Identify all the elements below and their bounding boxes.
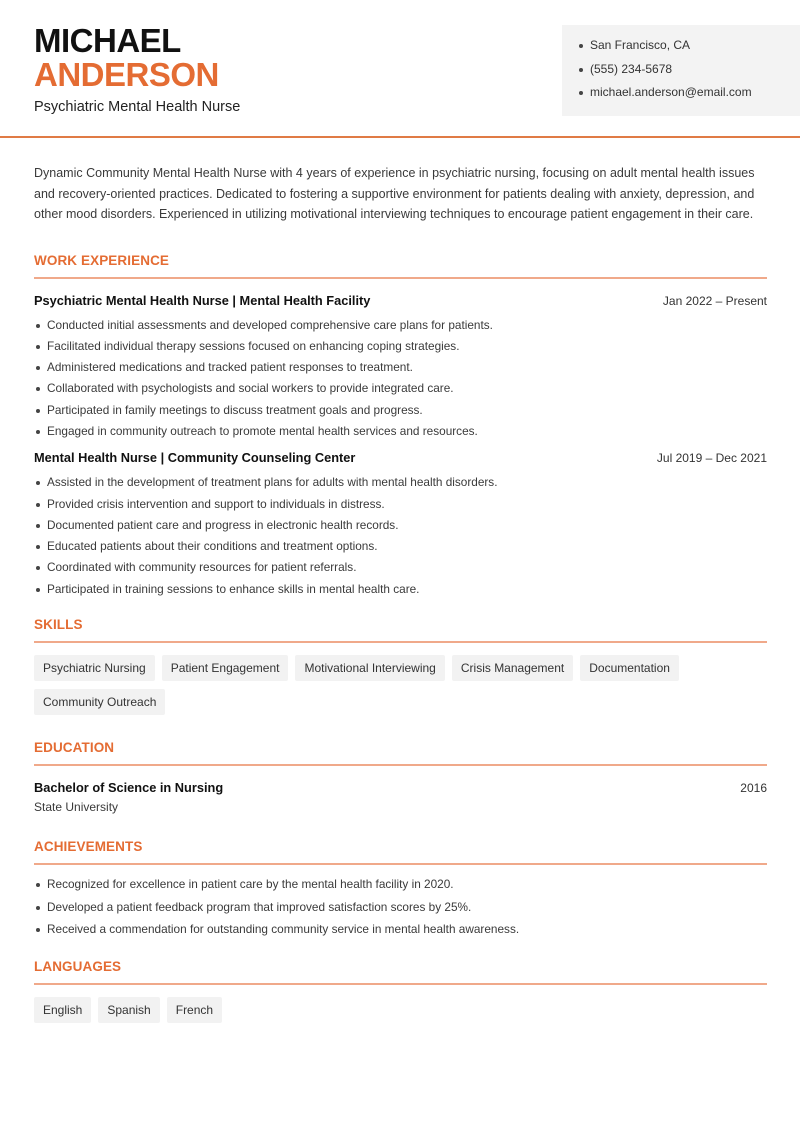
section-title: LANGUAGES <box>34 958 122 974</box>
section-achievements <box>34 839 767 945</box>
job-dates: Jan 2022 – Present <box>662 293 767 308</box>
job-bullet: Participated in training sessions to enhance skills in mental health care. <box>34 582 767 603</box>
contact-phone: (555) 234-5678 <box>579 62 800 86</box>
bullet-icon <box>36 345 40 349</box>
resume-body <box>34 163 767 1023</box>
bullet-icon <box>36 409 40 413</box>
skill-tag: Crisis Management <box>452 655 573 681</box>
language-tag: English <box>34 997 91 1023</box>
contact-location: San Francisco, CA <box>579 38 800 62</box>
section-title: ACHIEVEMENTS <box>34 839 143 855</box>
bullet-icon <box>579 44 583 48</box>
bullet-icon <box>579 68 583 72</box>
job-entry <box>34 293 767 446</box>
section-title: WORK EXPERIENCE <box>34 252 170 268</box>
job-entry <box>34 450 767 603</box>
job-title: Mental Health Nurse | Community Counseling Center <box>34 450 356 466</box>
job-dates: Jul 2019 – Dec 2021 <box>656 451 767 466</box>
bullet-icon <box>579 91 583 95</box>
bullet-icon <box>36 883 40 887</box>
section-divider <box>34 641 767 643</box>
achievement-item: Recognized for excellence in patient care by the mental health facility in 2020. <box>34 877 767 900</box>
graduation-year: 2016 <box>740 781 767 796</box>
bullet-icon <box>36 324 40 328</box>
bullet-icon <box>36 430 40 434</box>
job-bullet: Coordinated with community resources for patient referrals. <box>34 560 767 581</box>
degree: Bachelor of Science in Nursing <box>34 780 224 796</box>
contact-email[interactable]: michael.anderson@email.com <box>579 85 800 109</box>
job-bullet: Engaged in community outreach to promote mental health services and resources. <box>34 424 767 445</box>
candidate-name <box>34 24 219 92</box>
section-divider <box>34 277 767 279</box>
section-languages <box>34 959 767 1023</box>
first-name: MICHAEL <box>34 22 181 59</box>
skill-tag: Motivational Interviewing <box>295 655 444 681</box>
job-bullet: Facilitated individual therapy sessions focused on enhancing coping strategies. <box>34 339 767 360</box>
job-title: Psychiatric Mental Health Nurse | Mental Health Facility <box>34 292 371 308</box>
section-title: SKILLS <box>34 617 83 633</box>
bullet-icon <box>36 524 40 528</box>
job-bullet: Provided crisis intervention and support to individuals in distress. <box>34 497 767 518</box>
bullet-icon <box>36 503 40 507</box>
section-work-experience <box>34 253 767 604</box>
job-bullet: Documented patient care and progress in electronic health records. <box>34 518 767 539</box>
last-name: ANDERSON <box>34 56 219 93</box>
bullet-icon <box>36 588 40 592</box>
section-divider <box>34 863 767 865</box>
summary: Dynamic Community Mental Health Nurse with 4 years of experience in psychiatric nursing, focusing on adult mental health issues and recovery-oriented practices. Dedicated to fostering a supportive environment for patients dealing with anxiety, depression, and other mood disorders. Experienced in utilizing motivational interviewing techniques to encourage patient engagement in their care. <box>34 166 755 221</box>
bullet-icon <box>36 906 40 910</box>
language-tag: French <box>167 997 222 1023</box>
bullet-icon <box>36 566 40 570</box>
bullet-icon <box>36 387 40 391</box>
job-bullet: Administered medications and tracked patient responses to treatment. <box>34 360 767 381</box>
resume-header <box>0 0 800 138</box>
job-title-heading: Psychiatric Mental Health Nurse <box>34 99 241 115</box>
section-divider <box>34 764 767 766</box>
skill-tag: Community Outreach <box>34 689 165 715</box>
section-education <box>34 740 767 814</box>
achievement-item: Developed a patient feedback program that improved satisfaction scores by 25%. <box>34 900 767 923</box>
bullet-icon <box>36 545 40 549</box>
job-bullet: Educated patients about their conditions and treatment options. <box>34 539 767 560</box>
education-entry <box>34 780 767 814</box>
bullet-icon <box>36 481 40 485</box>
language-tag: Spanish <box>98 997 159 1023</box>
job-bullet: Conducted initial assessments and developed comprehensive care plans for patients. <box>34 318 767 339</box>
school-name: State University <box>34 800 119 815</box>
bullet-icon <box>36 366 40 370</box>
job-bullet: Assisted in the development of treatment plans for adults with mental health disorders. <box>34 475 767 496</box>
section-title: EDUCATION <box>34 740 115 756</box>
job-bullet: Collaborated with psychologists and social workers to provide integrated care. <box>34 381 767 402</box>
job-bullet: Participated in family meetings to discuss treatment goals and progress. <box>34 403 767 424</box>
bullet-icon <box>36 928 40 932</box>
section-divider <box>34 983 767 985</box>
contact-box <box>562 25 800 116</box>
skill-tag: Documentation <box>580 655 679 681</box>
skill-tag: Psychiatric Nursing <box>34 655 155 681</box>
achievement-item: Received a commendation for outstanding community service in mental health awareness. <box>34 922 767 945</box>
section-skills <box>34 617 767 715</box>
skill-tag: Patient Engagement <box>162 655 289 681</box>
